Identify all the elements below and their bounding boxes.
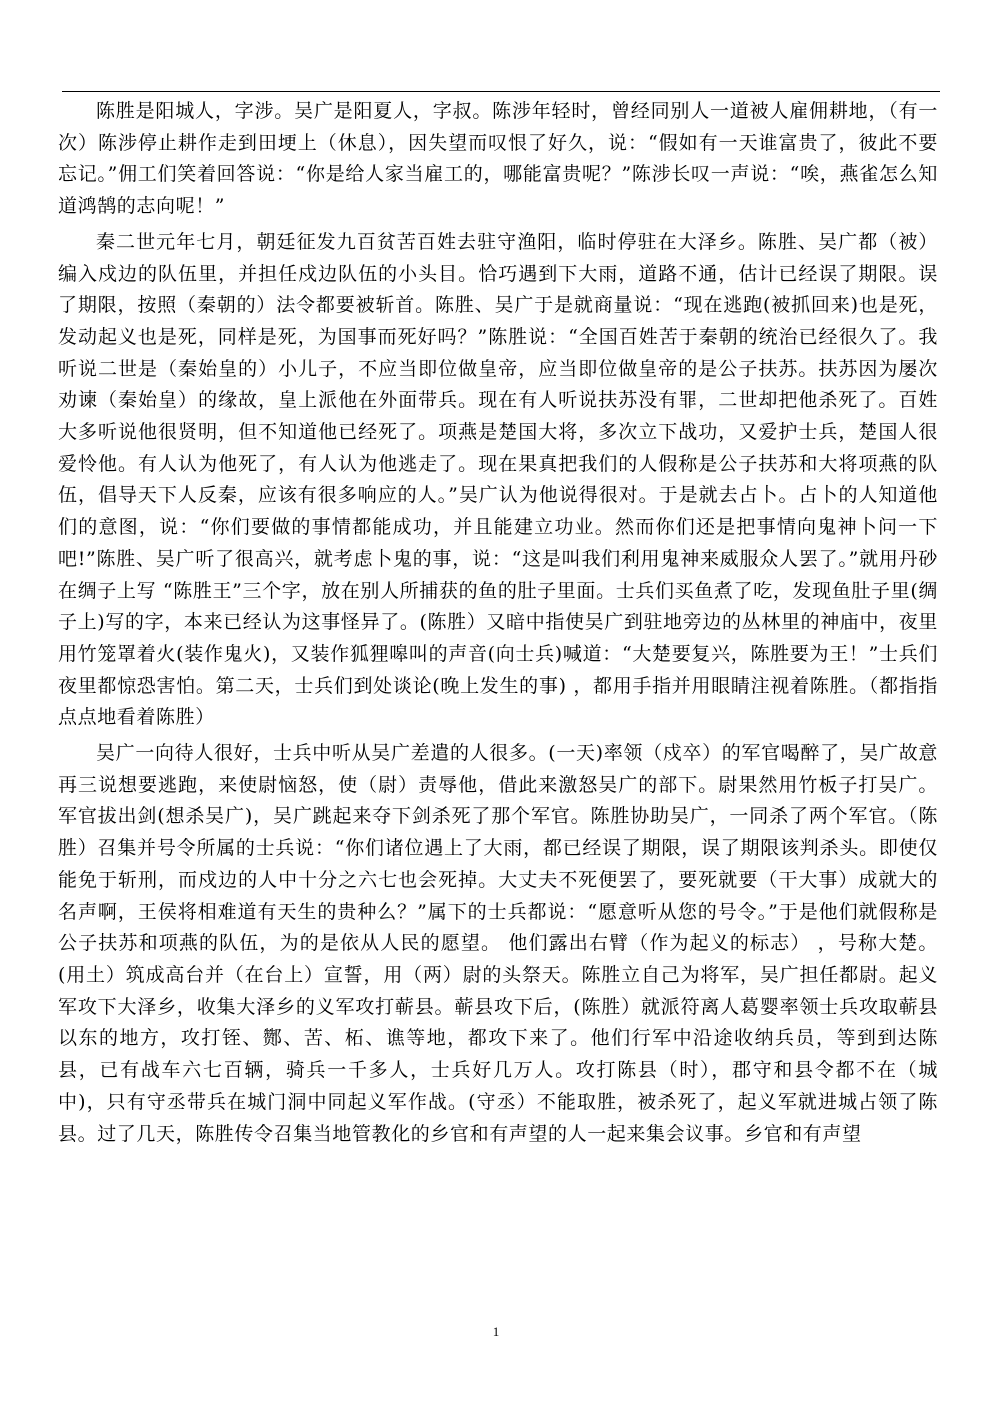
paragraph-2: 秦二世元年七月，朝廷征发九百贫苦百姓去驻守渔阳，临时停驻在大泽乡。陈胜、吴广都（被）编入戍边的队伍里，并担任戍边队伍的小头目。恰巧遇到下大雨，道路不通，估计已经误了期限。误了期限，按照（秦朝的）法令都要被斩首。陈胜、吴广于是就商量说：“现在逃跑(被抓回来)也是死，发动起义也是死，同样是死，为国事而死好吗？”陈胜说：“全国百姓苦于秦朝的统治已经很久了。我听说二世是（秦始皇的）小儿子，不应当即位做皇帝，应当即位做皇帝的是公子扶苏。扶苏因为屡次劝谏（秦始皇）的缘故，皇上派他在外面带兵。现在有人听说扶苏没有罪，二世却把他杀死了。百姓大多听说他很贤明，但不知道他已经死了。项燕是楚国大将，多次立下战功，又爱护士兵，楚国人很爱怜他。有人认为他死了，有人认为他逃走了。现在果真把我们的人假称是公子扶苏和大将项燕的队伍，倡导天下人反秦，应该有很多响应的人。”吴广认为他说得很对。于是就去占卜。占卜的人知道他们的意图，说：“你们要做的事情都能成功，并且能建立功业。然而你们还是把事情向鬼神卜问一下吧!”陈胜、吴广听了很高兴，就考虑卜鬼的事，说：“这是叫我们利用鬼神来威服众人罢了。”就用丹砂在绸子上写 “陈胜王”三个字，放在别人所捕获的鱼的肚子里面。士兵们买鱼煮了吃，发现鱼肚子里(绸子上)写的字，本来已经认为这事怪异了。(陈胜）又暗中指使吴广到驻地旁边的丛林里的神庙中，夜里用竹笼罩着火(装作鬼火)，又装作狐狸嗥叫的声音(向士兵)喊道：“大楚要复兴，陈胜要为王！”士兵们夜里都惊恐害怕。第二天，士兵们到处谈论(晚上发生的事) ，都用手指并用眼睛注视着陈胜。（都指指点点地看着陈胜） [58,230,938,729]
page-number: 1 [492,1324,500,1339]
paragraph-3: 吴广一向待人很好，士兵中听从吴广差遣的人很多。(一天)率领（戍卒）的军官喝醉了，吴广故意再三说想要逃跑，来使尉恼怒，使（尉）责辱他，借此来激怒吴广的部下。尉果然用竹板子打吴广。军官拔出剑(想杀吴广)，吴广跳起来夺下剑杀死了那个军官。陈胜协助吴广，一同杀了两个军官。（陈胜）召集并号令所属的士兵说：“你们诸位遇上了大雨，都已经误了期限，误了期限该判杀头。即使仅能免于斩刑，而戍边的人中十分之六七也会死掉。大丈夫不死便罢了，要死就要（干大事）成就大的名声啊，王侯将相难道有天生的贵种么？”属下的士兵都说：“愿意听从您的号令。”于是他们就假称是公子扶苏和项燕的队伍，为的是依从人民的愿望。 他们露出右臂（作为起义的标志） ，号称大楚。(用土）筑成高台并（在台上）宣誓，用（两）尉的头祭天。陈胜立自己为将军，吴广担任都尉。起义军攻下大泽乡，收集大泽乡的义军攻打蕲县。蕲县攻下后，(陈胜）就派符离人葛婴率领士兵攻取蕲县以东的地方，攻打铚、酂、苦、柘、谯等地，都攻下来了。他们行军中沿途收纳兵员，等到到达陈县，已有战车六七百辆，骑兵一千多人，士兵好几万人。攻打陈县（时），郡守和县令都不在（城中)，只有守丞带兵在城门洞中同起义军作战。(守丞）不能取胜，被杀死了，起义军就进城占领了陈县。过了几天，陈胜传令召集当地管教化的乡官和有声望的人一起来集会议事。乡官和有声望 [58,742,938,1145]
paragraph-1: 陈胜是阳城人，字涉。吴广是阳夏人，字叔。陈涉年轻时，曾经同别人一道被人雇佣耕地，（有一次）陈涉停止耕作走到田埂上（休息），因失望而叹恨了好久，说：“假如有一天谁富贵了，彼此不要忘记。”佣工们笑着回答说：“你是给人家当雇工的，哪能富贵呢？”陈涉长叹一声说：“唉，燕雀怎么知道鸿鹄的志向呢！” [58,100,938,218]
document-body [58,96,938,1150]
header-rule [62,91,940,92]
